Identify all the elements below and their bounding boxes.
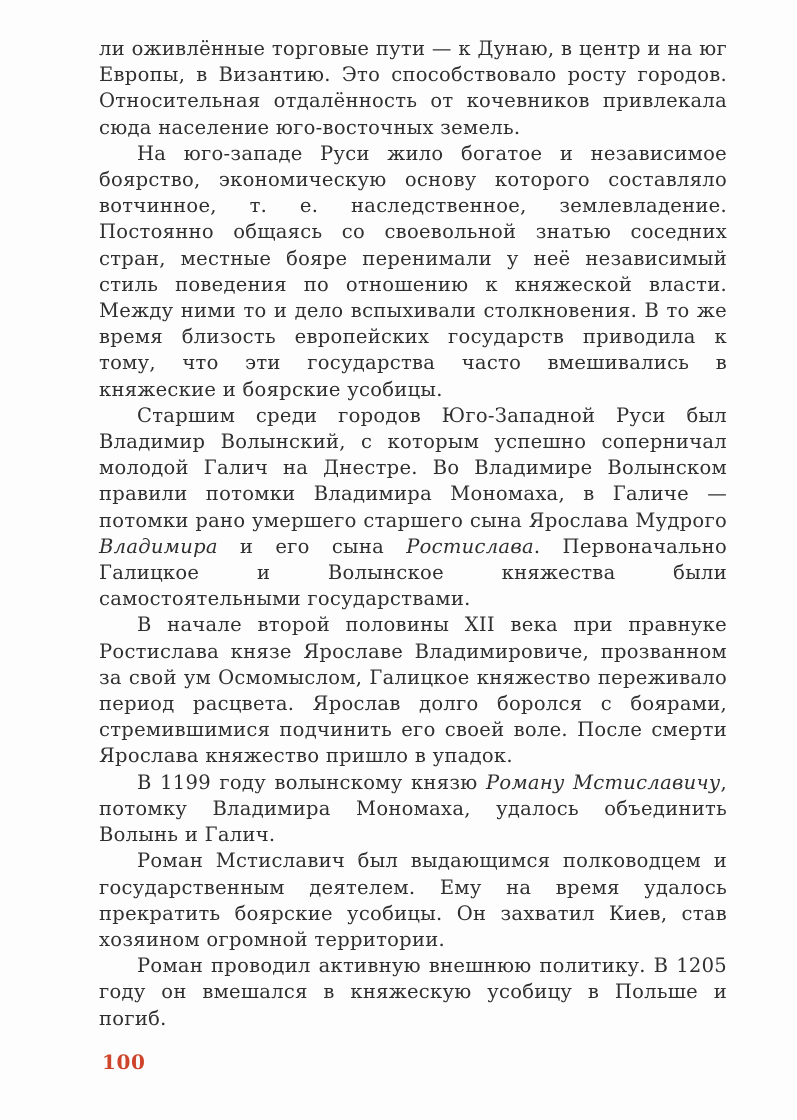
paragraph [99, 770, 727, 849]
paragraph [99, 36, 727, 141]
body-text-segment: ли оживлённые торговые пути — к Дунаю, в центр и на юг Европы, в Византию. Это способствовало росту городов. Относительная отдалённость от кочевников привлекала сюда население юго-восточных земель. [99, 37, 727, 139]
emphasized-text: Владимира [99, 534, 218, 558]
body-text [99, 36, 727, 1032]
body-text-segment: В начале второй половины XII века при правнуке Ростислава князе Ярославе Владимировиче, прозванном за свой ум Осмомыслом, Галицкое княжество переживало период расцвета. Ярослав долго боролся с боярами, стремившимися подчинить его своей воле. После смерти Ярослава княжество пришло в упадок. [99, 613, 727, 768]
page-number: 100 [102, 1050, 146, 1074]
body-text-segment: . Первоначально Галицкое и Волынское княжества были самостоятельными государствами. [99, 534, 727, 611]
body-text-segment: На юго-западе Руси жило богатое и независимое боярство, экономическую основу которого составляло вотчинное, т. е. наследственное, землевладение. Постоянно общаясь со своевольной знатью соседних стран, местные бояре перенимали у неё независимый стиль поведения по отношению к княжеской власти. Между ними то и дело вспыхивали столкновения. В то же время близость европейских государств приводила к тому, что эти государства часто вмешивались в княжеские и боярские усобицы. [99, 141, 727, 401]
body-text-segment: Роман проводил активную внешнюю политику. В 1205 году он вмешался в княжескую усобицу в Польше и погиб. [99, 954, 727, 1030]
body-text-segment: Роман Мстиславич был выдающимся полководцем и государственным деятелем. Ему на время удалось прекратить боярские усобицы. Он захватил Киев, став хозяином огромной территории. [99, 849, 727, 951]
paragraph [99, 141, 727, 403]
paragraph [99, 403, 727, 613]
paragraph [99, 612, 727, 769]
body-text-segment: и его сына [217, 534, 407, 558]
body-text-segment: В 1199 году волынскому князю [137, 770, 486, 794]
emphasized-text: Роману Мстиславичу [486, 770, 721, 794]
body-text-segment: Старшим среди городов Юго-Западной Руси был Владимир Волынский, с которым успешно соперничал молодой Галич на Днестре. Во Владимире Волынском правили потомки Владимира Мономаха, в Галиче — потомки рано умершего старшего сына Ярослава Мудрого [99, 403, 727, 532]
body-text-segment: , потомку Владимира Мономаха, удалось объединить Волынь и Галич. [99, 770, 728, 847]
paragraph [99, 953, 727, 1032]
paragraph [99, 848, 727, 953]
emphasized-text: Ростислава [406, 534, 534, 558]
